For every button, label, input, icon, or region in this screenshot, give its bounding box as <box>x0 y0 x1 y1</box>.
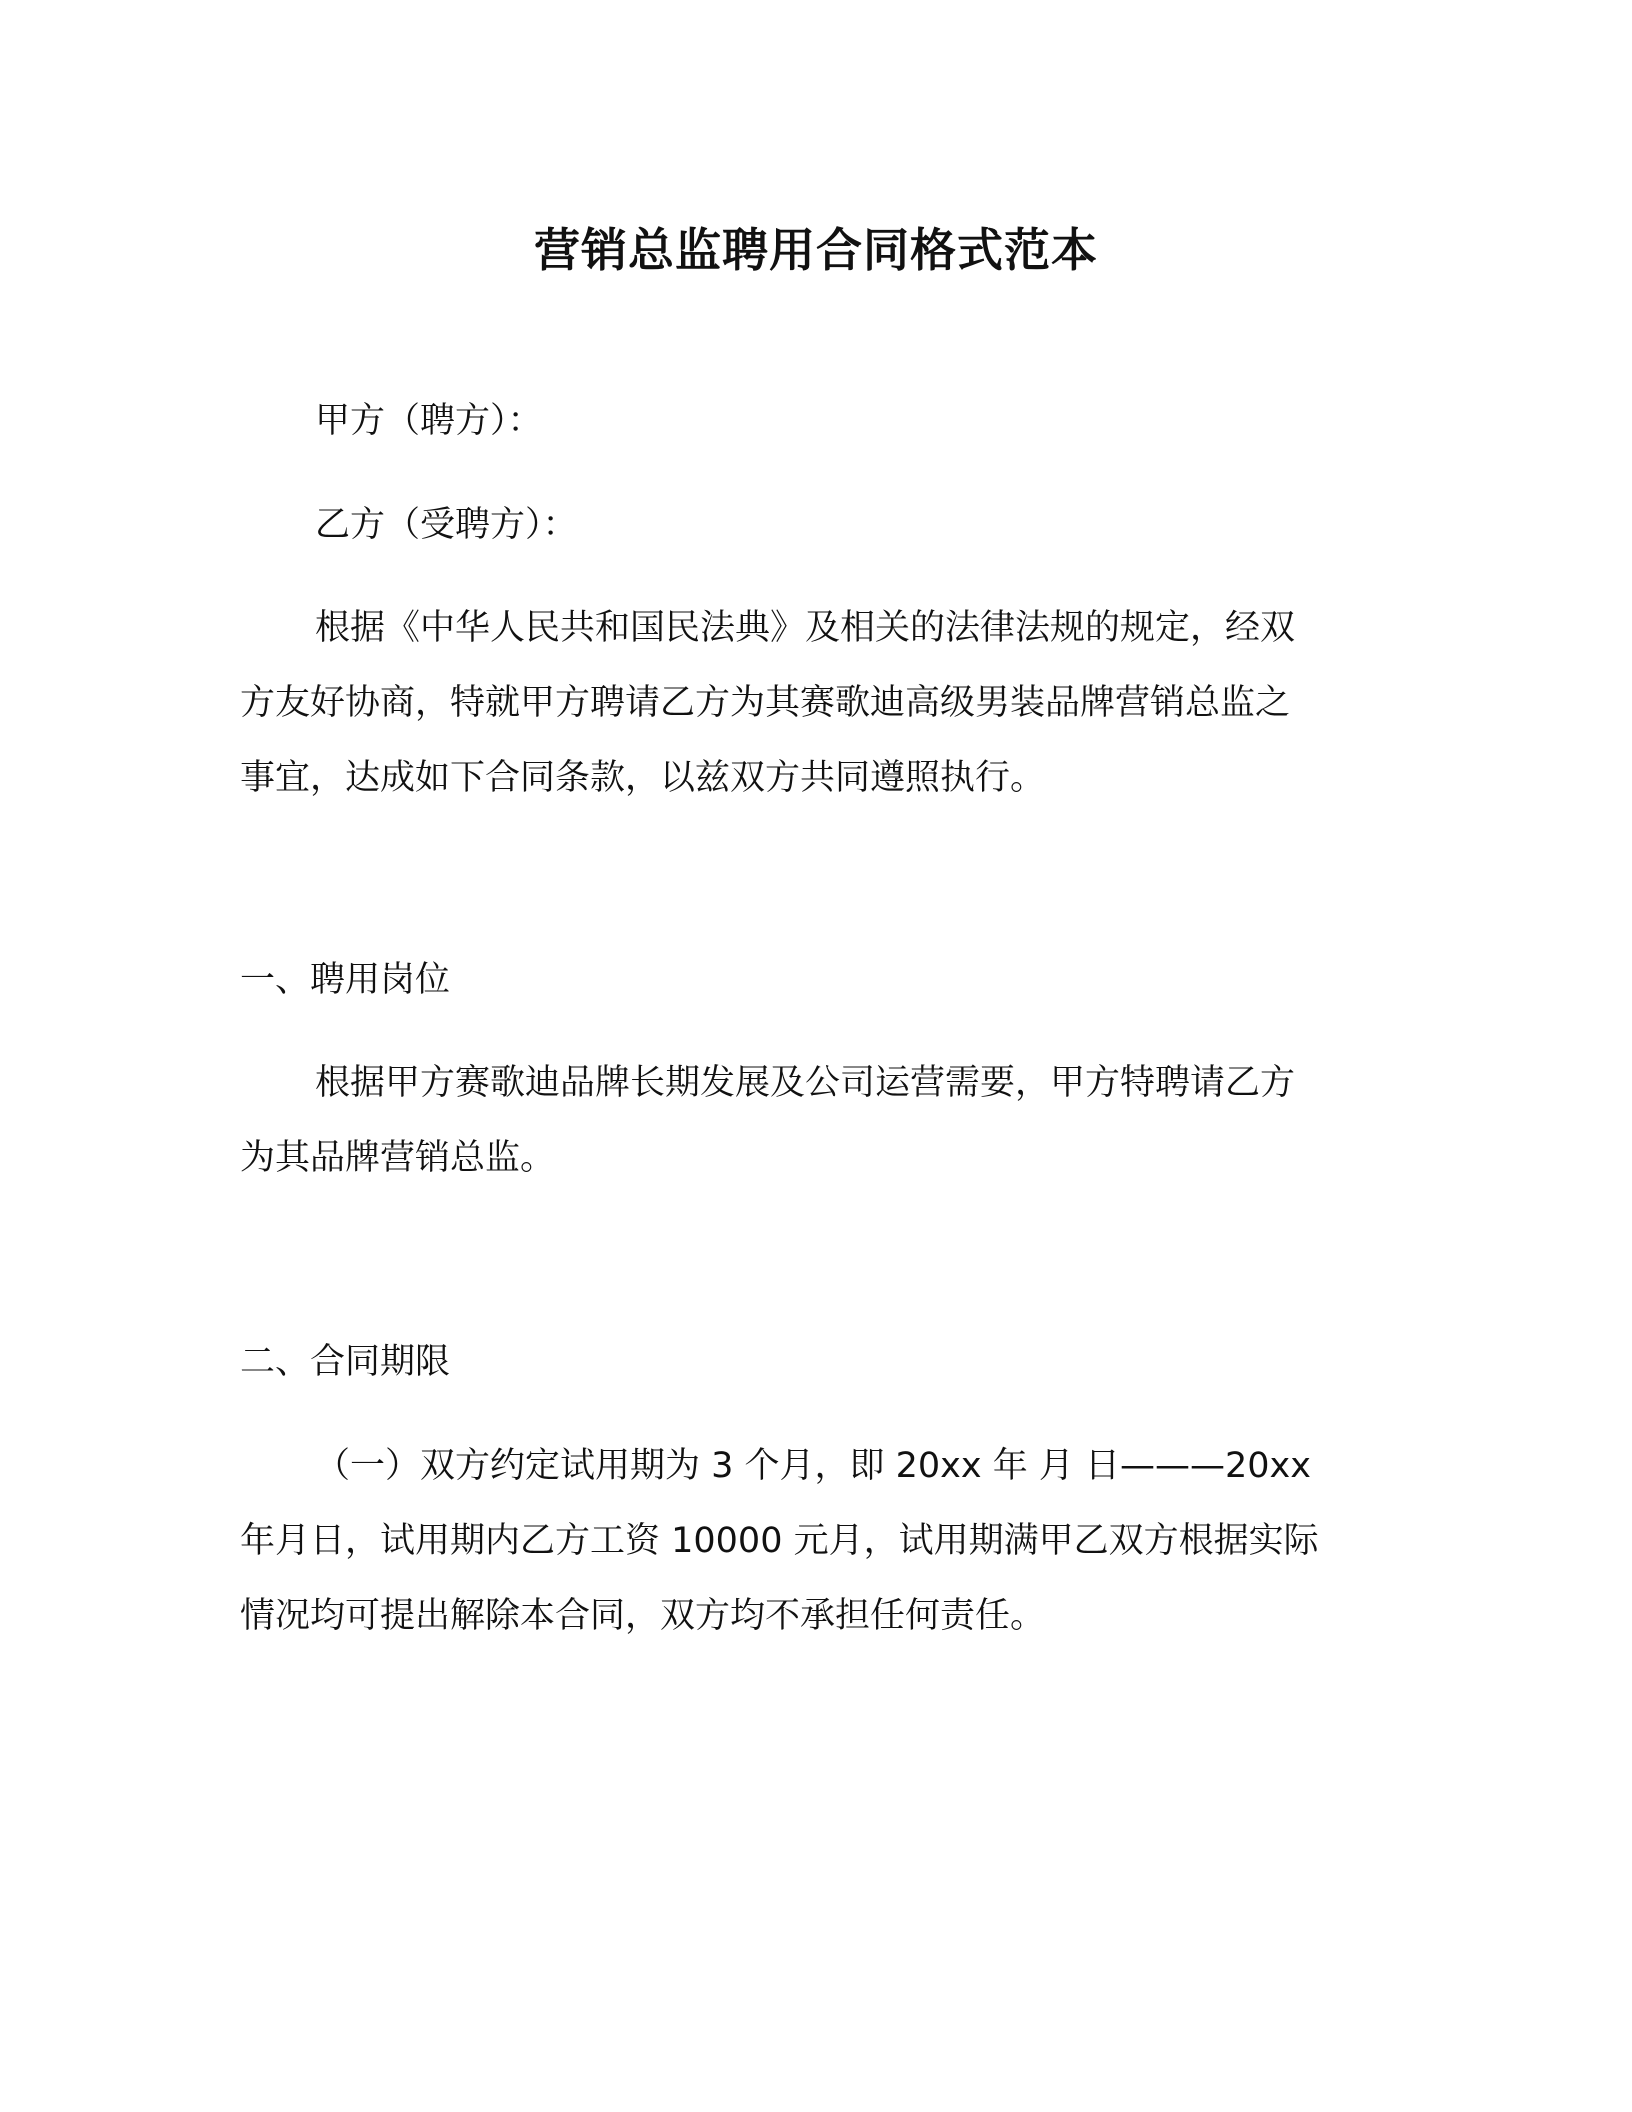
section-paragraph-line: 情况均可提出解除本合同，双方均不承担任何责任。 <box>240 1596 1046 1636</box>
section-paragraph-line: 为其品牌营销总监。 <box>240 1138 556 1178</box>
document-title: 营销总监聘用合同格式范本 <box>534 223 1098 277</box>
section-paragraph-line: 根据甲方赛歌迪品牌长期发展及公司运营需要，甲方特聘请乙方 <box>315 1063 1296 1103</box>
section-heading-term: 二、合同期限 <box>240 1342 451 1382</box>
party-b-line: 乙方（受聘方）： <box>315 505 578 545</box>
section-paragraph-line: （一）双方约定试用期为 3 个月，即 20xx 年 月 日———20xx <box>315 1446 1311 1486</box>
section-paragraph-line: 年月日，试用期内乙方工资 10000 元月，试用期满甲乙双方根据实际 <box>240 1521 1319 1561</box>
intro-paragraph-line: 事宜，达成如下合同条款，以兹双方共同遵照执行。 <box>240 758 1046 798</box>
section-heading-position: 一、聘用岗位 <box>240 960 451 1000</box>
party-a-line: 甲方（聘方）： <box>315 401 543 441</box>
intro-paragraph-line: 方友好协商，特就甲方聘请乙方为其赛歌迪高级男装品牌营销总监之 <box>240 683 1291 723</box>
intro-paragraph-line: 根据《中华人民共和国民法典》及相关的法律法规的规定，经双 <box>315 608 1296 648</box>
